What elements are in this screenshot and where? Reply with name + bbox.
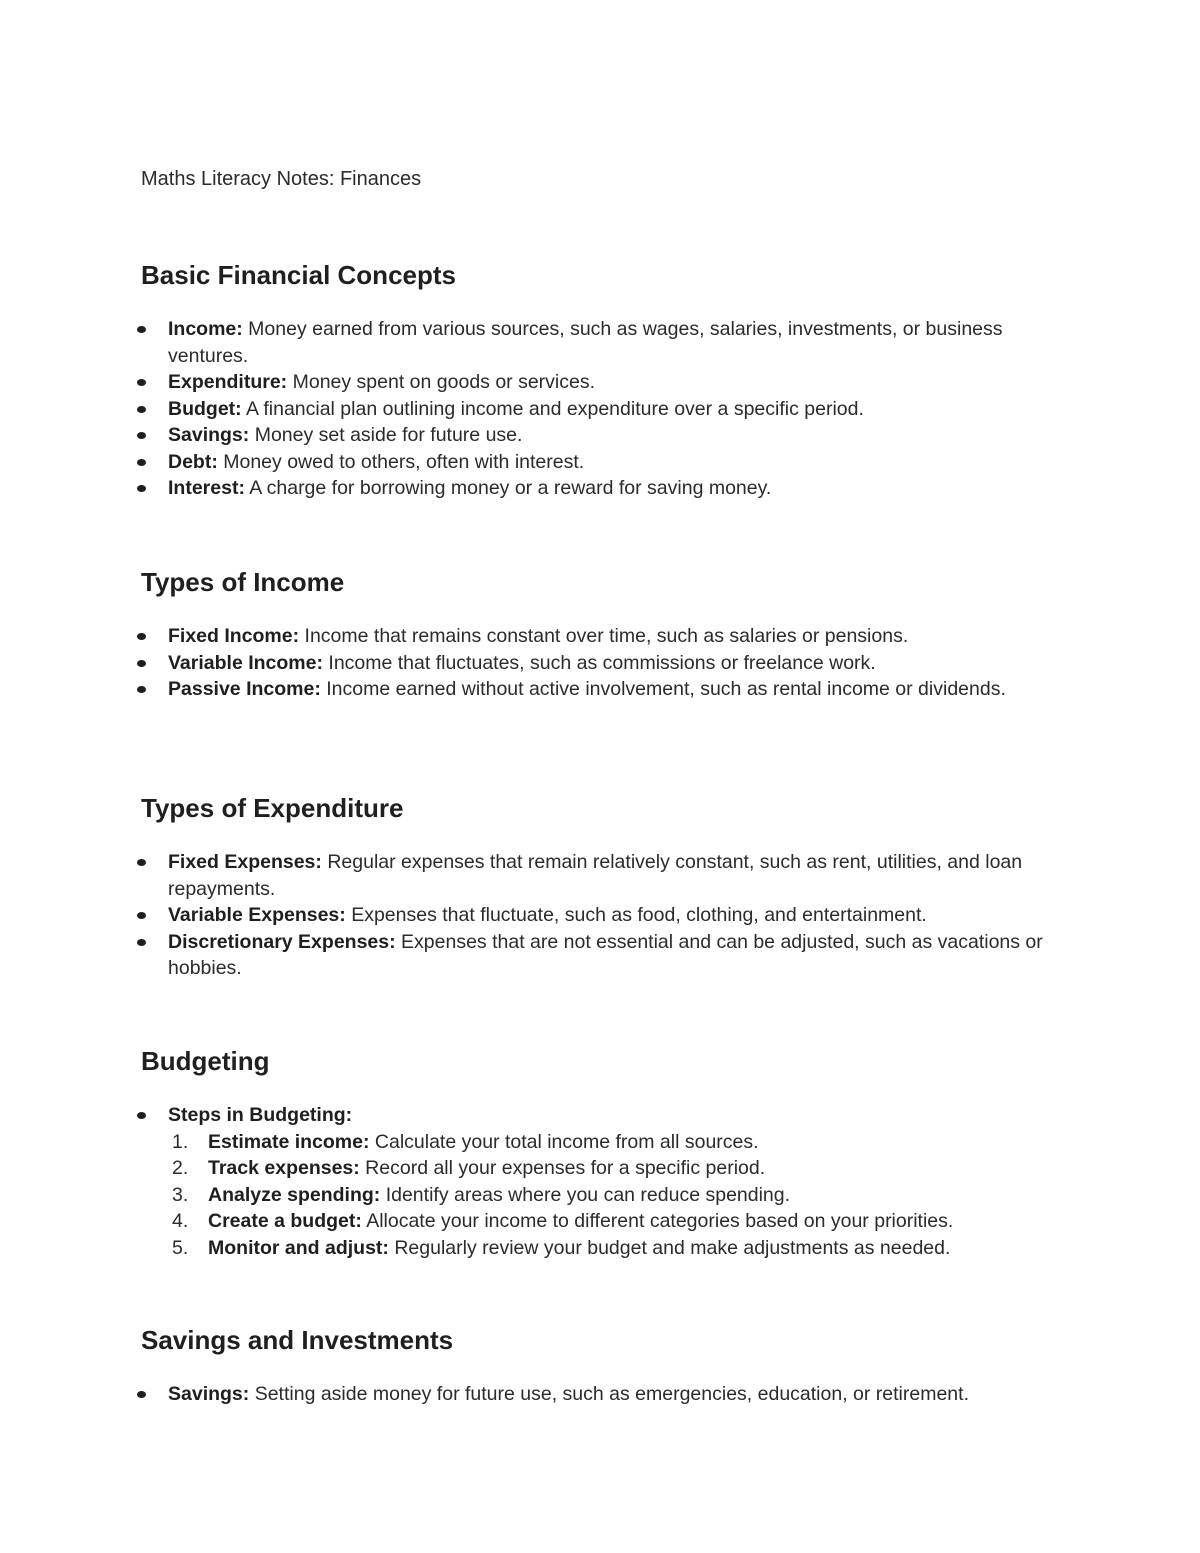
section-types-of-income xyxy=(141,567,1081,703)
section-types-of-expenditure xyxy=(141,793,1081,982)
section-budgeting xyxy=(141,1046,1081,1261)
list-item xyxy=(141,623,1081,650)
bullet-icon xyxy=(137,485,146,492)
term-label: Steps in Budgeting: xyxy=(168,1104,353,1126)
bullet-icon xyxy=(137,660,146,667)
list-item xyxy=(141,422,1081,449)
section-heading: Types of Expenditure xyxy=(141,793,404,823)
section-savings-and-investments xyxy=(141,1325,1081,1408)
list-item xyxy=(141,475,1081,502)
step-number: 2. xyxy=(172,1157,189,1179)
list-item xyxy=(141,929,1081,982)
term-label: Analyze spending: xyxy=(208,1183,381,1206)
bullet-icon xyxy=(137,939,146,946)
term-definition: Expenses that fluctuate, such as food, clothing, and entertainment. xyxy=(345,904,927,926)
term-label: Track expenses: xyxy=(208,1157,360,1179)
section-heading: Budgeting xyxy=(141,1046,270,1076)
term-label: Discretionary Expenses: xyxy=(168,930,396,953)
term-definition: Allocate your income to different categories based on your priorities. xyxy=(361,1210,954,1232)
bullet-icon xyxy=(137,1112,146,1119)
step-number: 3. xyxy=(172,1183,189,1206)
term-label: Savings: xyxy=(168,424,250,446)
term-definition: A financial plan outlining income and expenditure over a specific period. xyxy=(241,397,864,420)
term-label: Interest: xyxy=(168,477,245,499)
bullet-icon xyxy=(137,326,146,333)
term-label: Debt: xyxy=(168,450,218,473)
bullet-list xyxy=(141,1102,1081,1129)
term-definition: Calculate your total income from all sources. xyxy=(369,1130,759,1153)
bullet-icon xyxy=(137,432,146,439)
term-definition: Money set aside for future use. xyxy=(249,424,523,446)
list-item xyxy=(141,449,1081,476)
bullet-icon xyxy=(137,379,146,386)
step-number: 4. xyxy=(172,1210,189,1232)
term-label: Variable Expenses: xyxy=(168,904,346,926)
term-definition: Record all your expenses for a specific period. xyxy=(359,1157,766,1179)
list-item xyxy=(141,369,1081,396)
term-definition: Income earned without active involvement, such as rental income or dividends. xyxy=(320,678,1006,700)
bullet-list xyxy=(141,623,1081,703)
bullet-icon xyxy=(137,686,146,693)
list-item xyxy=(141,1235,1081,1262)
term-label: Savings: xyxy=(168,1383,250,1405)
bullet-icon xyxy=(137,1391,146,1398)
term-definition: Setting aside money for future use, such as emergencies, education, or retirement. xyxy=(249,1383,969,1405)
section-heading: Savings and Investments xyxy=(141,1325,454,1355)
list-item xyxy=(141,316,1081,369)
bullet-icon xyxy=(137,633,146,640)
term-label: Budget: xyxy=(168,397,242,420)
term-label: Fixed Income: xyxy=(168,625,300,647)
step-number: 5. xyxy=(172,1236,189,1259)
term-label: Passive Income: xyxy=(168,678,321,700)
term-definition: Income that fluctuates, such as commissions or freelance work. xyxy=(322,651,876,674)
bullet-list xyxy=(141,849,1081,982)
list-item xyxy=(141,650,1081,677)
term-label: Fixed Expenses: xyxy=(168,851,322,873)
bullet-icon xyxy=(137,406,146,413)
numbered-list xyxy=(141,1129,1081,1262)
term-definition: Income that remains constant over time, such as salaries or pensions. xyxy=(299,625,909,647)
bullet-list xyxy=(141,1381,1081,1408)
term-label: Expenditure: xyxy=(168,371,288,393)
term-definition: Money spent on goods or services. xyxy=(287,371,596,393)
list-item xyxy=(141,1381,1081,1408)
term-label: Create a budget: xyxy=(208,1210,362,1232)
term-label: Monitor and adjust: xyxy=(208,1236,389,1259)
bullet-list xyxy=(141,316,1081,502)
term-label: Estimate income: xyxy=(208,1130,370,1153)
term-definition: Expenses that are not essential and can be adjusted, such as vacations or hobbies. xyxy=(168,930,1043,979)
term-definition: Regularly review your budget and make adjustments as needed. xyxy=(388,1236,951,1259)
list-item xyxy=(141,849,1081,902)
bullet-icon xyxy=(137,912,146,919)
list-item xyxy=(141,1129,1081,1156)
section-basic-financial-concepts xyxy=(141,260,1081,502)
list-item xyxy=(141,1208,1081,1235)
section-heading: Basic Financial Concepts xyxy=(141,260,456,290)
bullet-icon xyxy=(137,859,146,866)
list-item xyxy=(141,676,1081,703)
document-title: Maths Literacy Notes: Finances xyxy=(141,168,422,190)
step-number: 1. xyxy=(172,1130,189,1153)
term-definition: Money owed to others, often with interest. xyxy=(217,450,585,473)
list-item xyxy=(141,396,1081,423)
section-heading: Types of Income xyxy=(141,567,345,597)
term-label: Variable Income: xyxy=(168,651,323,674)
list-item xyxy=(141,1182,1081,1209)
list-item xyxy=(141,1102,1081,1129)
list-item xyxy=(141,1155,1081,1182)
term-definition: Money earned from various sources, such as wages, salaries, investments, or business ventures. xyxy=(168,318,1003,367)
term-definition: Regular expenses that remain relatively constant, such as rent, utilities, and loan repayments. xyxy=(168,851,1023,900)
term-label: Income: xyxy=(168,318,243,340)
term-definition: A charge for borrowing money or a reward for saving money. xyxy=(244,477,772,499)
list-item xyxy=(141,902,1081,929)
term-definition: Identify areas where you can reduce spending. xyxy=(380,1183,791,1206)
bullet-icon xyxy=(137,459,146,466)
